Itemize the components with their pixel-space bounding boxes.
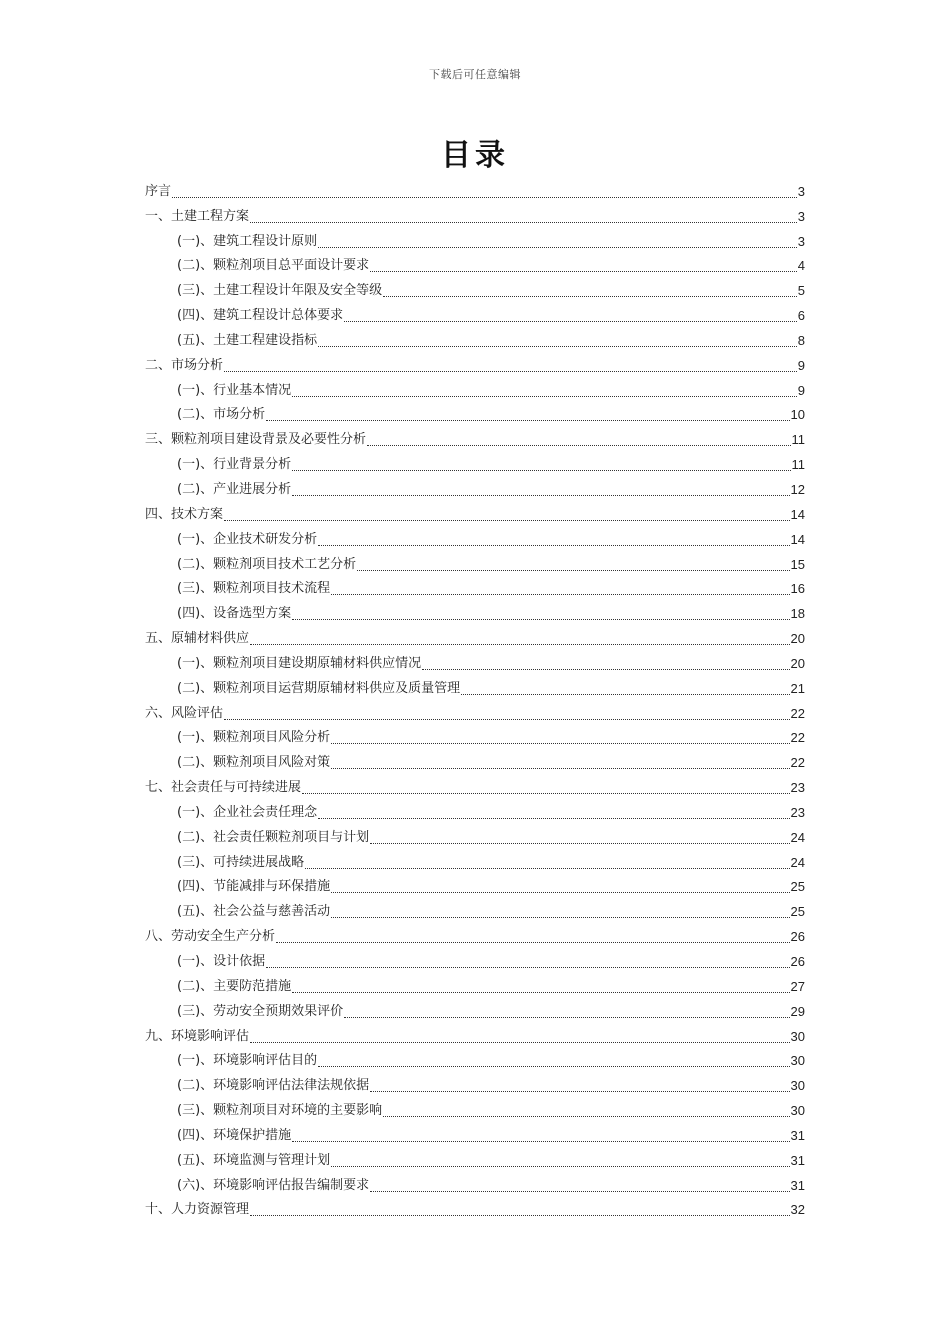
- toc-dot-leader: [292, 396, 797, 397]
- toc-dot-leader: [292, 470, 790, 471]
- toc-dot-leader: [250, 1042, 790, 1043]
- toc-entry-label: (四)、节能减排与环保措施: [177, 879, 331, 895]
- toc-entry[interactable]: [145, 1196, 805, 1221]
- toc-entry[interactable]: [145, 1022, 805, 1047]
- toc-subentry[interactable]: [145, 252, 805, 277]
- toc-entry-label: 五、原辅材料供应: [145, 631, 250, 647]
- toc-entry-label: (一)、设计依据: [177, 954, 266, 969]
- toc-dot-leader: [370, 843, 789, 844]
- toc-page-number: 6: [797, 308, 805, 324]
- toc-subentry[interactable]: [145, 227, 805, 252]
- toc-entry-label: (二)、社会责任颗粒剂项目与计划: [177, 829, 370, 845]
- toc-page-number: 22: [790, 705, 805, 721]
- toc-entry-label: (一)、颗粒剂项目建设期原辅材料供应情况: [177, 655, 422, 671]
- toc-subentry[interactable]: [145, 947, 805, 972]
- toc-entry[interactable]: [145, 202, 805, 227]
- toc-entry-label: 序言: [145, 183, 172, 199]
- toc-entry-label: (四)、设备选型方案: [177, 606, 292, 622]
- toc-entry-label: 四、技术方案: [145, 506, 224, 522]
- toc-page-number: 22: [790, 755, 805, 771]
- toc-page-number: 14: [790, 506, 805, 522]
- toc-page-number: 16: [790, 581, 805, 597]
- toc-subentry[interactable]: [145, 376, 805, 401]
- toc-entry-label: (三)、颗粒剂项目对环境的主要影响: [177, 1103, 383, 1119]
- toc-dot-leader: [370, 1091, 789, 1092]
- toc-subentry[interactable]: [145, 798, 805, 823]
- toc-entry-label: (一)、建筑工程设计原则: [177, 233, 318, 249]
- toc-entry-label: (三)、颗粒剂项目技术流程: [177, 581, 331, 597]
- toc-dot-leader: [318, 545, 789, 546]
- toc-dot-leader: [250, 1215, 790, 1216]
- toc-page-number: 26: [790, 929, 805, 945]
- toc-entry-label: (三)、土建工程设计年限及安全等级: [177, 283, 383, 299]
- toc-dot-leader: [461, 694, 789, 695]
- toc-dot-leader: [305, 868, 789, 869]
- toc-entry-label: (二)、颗粒剂项目技术工艺分析: [177, 556, 357, 572]
- toc-dot-leader: [383, 1116, 789, 1117]
- toc-page-number: 11: [791, 457, 805, 473]
- toc-subentry[interactable]: [145, 276, 805, 301]
- toc-dot-leader: [224, 371, 797, 372]
- toc-subentry[interactable]: [145, 823, 805, 848]
- toc-entry-label: (四)、建筑工程设计总体要求: [177, 308, 344, 324]
- toc-dot-leader: [266, 420, 789, 421]
- toc-subentry[interactable]: [145, 1146, 805, 1171]
- toc-page-number: 25: [790, 879, 805, 895]
- toc-page-number: 3: [797, 208, 805, 224]
- toc-entry-label: 三、颗粒剂项目建设背景及必要性分析: [145, 432, 367, 448]
- toc-entry[interactable]: [145, 699, 805, 724]
- toc-subentry[interactable]: [145, 674, 805, 699]
- toc-page-number: 31: [790, 1177, 805, 1193]
- toc-entry[interactable]: [145, 624, 805, 649]
- toc-page-number: 24: [790, 854, 805, 870]
- toc-dot-leader: [250, 644, 790, 645]
- toc-entry-label: (二)、颗粒剂项目总平面设计要求: [177, 258, 370, 274]
- toc-page-number: 27: [790, 978, 805, 994]
- toc-dot-leader: [318, 1066, 789, 1067]
- toc-entry-label: 八、劳动安全生产分析: [145, 929, 276, 945]
- toc-dot-leader: [292, 495, 789, 496]
- toc-entry-label: (二)、颗粒剂项目风险对策: [177, 755, 331, 771]
- toc-page-number: 23: [790, 780, 805, 796]
- toc-dot-leader: [292, 992, 789, 993]
- toc-entry-label: (一)、行业背景分析: [177, 457, 292, 473]
- toc-entry-label: (二)、产业进展分析: [177, 481, 292, 497]
- toc-subentry[interactable]: [145, 1071, 805, 1096]
- toc-page-number: 31: [790, 1152, 805, 1168]
- toc-dot-leader: [318, 247, 797, 248]
- toc-entry-label: 二、市场分析: [145, 357, 224, 373]
- toc-entry-label: (三)、劳动安全预期效果评价: [177, 1003, 344, 1019]
- toc-dot-leader: [292, 619, 789, 620]
- toc-entry-label: (一)、环境影响评估目的: [177, 1053, 318, 1069]
- toc-subentry[interactable]: [145, 401, 805, 426]
- toc-subentry[interactable]: [145, 326, 805, 351]
- toc-dot-leader: [331, 917, 789, 918]
- toc-entry-label: 一、土建工程方案: [145, 208, 250, 224]
- toc-page-number: 30: [790, 1053, 805, 1069]
- toc-dot-leader: [331, 743, 789, 744]
- toc-subentry[interactable]: [145, 724, 805, 749]
- toc-page-number: 26: [790, 954, 805, 969]
- toc-page-number: 3: [797, 233, 805, 249]
- toc-dot-leader: [276, 942, 790, 943]
- toc-dot-leader: [357, 570, 789, 571]
- toc-dot-leader: [344, 321, 797, 322]
- toc-dot-leader: [331, 768, 789, 769]
- toc-entry-label: 九、环境影响评估: [145, 1028, 250, 1044]
- toc-dot-leader: [383, 296, 797, 297]
- toc-page-number: 14: [790, 531, 805, 547]
- table-of-contents: [145, 177, 805, 1220]
- toc-dot-leader: [422, 669, 789, 670]
- toc-subentry[interactable]: [145, 301, 805, 326]
- toc-dot-leader: [250, 222, 797, 223]
- toc-dot-leader: [172, 197, 797, 198]
- toc-subentry[interactable]: [145, 972, 805, 997]
- toc-entry-label: (五)、环境监测与管理计划: [177, 1152, 331, 1168]
- toc-title: 目录: [441, 138, 509, 173]
- toc-page-number: 29: [790, 1003, 805, 1019]
- toc-entry[interactable]: [145, 922, 805, 947]
- toc-subentry[interactable]: [145, 575, 805, 600]
- toc-dot-leader: [318, 818, 789, 819]
- toc-page-number: 23: [790, 804, 805, 820]
- toc-page-number: 11: [791, 432, 805, 448]
- toc-entry-label: 六、风险评估: [145, 705, 224, 721]
- toc-page-number: 31: [790, 1127, 805, 1143]
- toc-dot-leader: [331, 892, 789, 893]
- toc-page-number: 15: [790, 556, 805, 572]
- toc-entry-label: (三)、可持续进展战略: [177, 854, 305, 870]
- toc-dot-leader: [344, 1017, 789, 1018]
- toc-entry[interactable]: [145, 425, 805, 450]
- toc-page-number: 25: [790, 904, 805, 920]
- toc-subentry[interactable]: [145, 599, 805, 624]
- toc-entry-label: (一)、企业社会责任理念: [177, 804, 318, 820]
- toc-page-number: 20: [790, 655, 805, 671]
- toc-page-number: 3: [797, 183, 805, 199]
- toc-page-number: 9: [797, 382, 805, 398]
- toc-page-number: 12: [790, 481, 805, 497]
- toc-subentry[interactable]: [145, 1047, 805, 1072]
- toc-dot-leader: [367, 445, 790, 446]
- toc-entry-label: 七、社会责任与可持续进展: [145, 780, 302, 796]
- toc-dot-leader: [331, 594, 789, 595]
- toc-page-number: 22: [790, 730, 805, 746]
- toc-entry[interactable]: [145, 177, 805, 202]
- toc-page-number: 30: [790, 1078, 805, 1094]
- toc-page-number: 18: [790, 606, 805, 622]
- toc-subentry[interactable]: [145, 450, 805, 475]
- toc-page-number: 9: [797, 357, 805, 373]
- toc-subentry[interactable]: [145, 848, 805, 873]
- toc-page-number: 24: [790, 829, 805, 845]
- toc-page-number: 21: [790, 680, 805, 696]
- toc-entry-label: (六)、环境影响评估报告编制要求: [177, 1177, 370, 1193]
- toc-entry-label: (五)、土建工程建设指标: [177, 332, 318, 348]
- toc-subentry[interactable]: [145, 649, 805, 674]
- toc-subentry[interactable]: [145, 873, 805, 898]
- toc-subentry[interactable]: [145, 897, 805, 922]
- header-note: 下载后可任意编辑: [429, 68, 521, 81]
- toc-subentry[interactable]: [145, 525, 805, 550]
- toc-page-number: 10: [790, 407, 805, 423]
- toc-page-number: 4: [797, 258, 805, 274]
- toc-entry[interactable]: [145, 773, 805, 798]
- toc-entry-label: (二)、环境影响评估法律法规依据: [177, 1078, 370, 1094]
- toc-page-number: 32: [790, 1202, 805, 1218]
- toc-page-number: 30: [790, 1103, 805, 1119]
- toc-entry[interactable]: [145, 500, 805, 525]
- toc-subentry[interactable]: [145, 748, 805, 773]
- toc-dot-leader: [224, 520, 790, 521]
- toc-dot-leader: [302, 793, 790, 794]
- toc-entry-label: (一)、行业基本情况: [177, 382, 292, 398]
- toc-entry-label: (二)、主要防范措施: [177, 978, 292, 994]
- toc-page-number: 30: [790, 1028, 805, 1044]
- toc-entry-label: (二)、颗粒剂项目运营期原辅材料供应及质量管理: [177, 680, 461, 696]
- toc-dot-leader: [318, 346, 797, 347]
- toc-entry-label: (一)、企业技术研发分析: [177, 531, 318, 547]
- toc-dot-leader: [331, 1166, 789, 1167]
- toc-dot-leader: [266, 967, 789, 968]
- toc-page-number: 20: [790, 631, 805, 647]
- toc-dot-leader: [224, 719, 790, 720]
- toc-entry-label: (四)、环境保护措施: [177, 1127, 292, 1143]
- toc-entry[interactable]: [145, 351, 805, 376]
- toc-subentry[interactable]: [145, 550, 805, 575]
- toc-entry-label: (一)、颗粒剂项目风险分析: [177, 730, 331, 746]
- toc-dot-leader: [292, 1141, 789, 1142]
- toc-subentry[interactable]: [145, 475, 805, 500]
- toc-page-number: 5: [797, 283, 805, 299]
- toc-entry-label: 十、人力资源管理: [145, 1202, 250, 1218]
- toc-subentry[interactable]: [145, 1121, 805, 1146]
- toc-dot-leader: [370, 271, 797, 272]
- toc-subentry[interactable]: [145, 997, 805, 1022]
- toc-dot-leader: [370, 1191, 789, 1192]
- toc-subentry[interactable]: [145, 1096, 805, 1121]
- toc-entry-label: (二)、市场分析: [177, 407, 266, 423]
- toc-subentry[interactable]: [145, 1171, 805, 1196]
- toc-page-number: 8: [797, 332, 805, 348]
- toc-entry-label: (五)、社会公益与慈善活动: [177, 904, 331, 920]
